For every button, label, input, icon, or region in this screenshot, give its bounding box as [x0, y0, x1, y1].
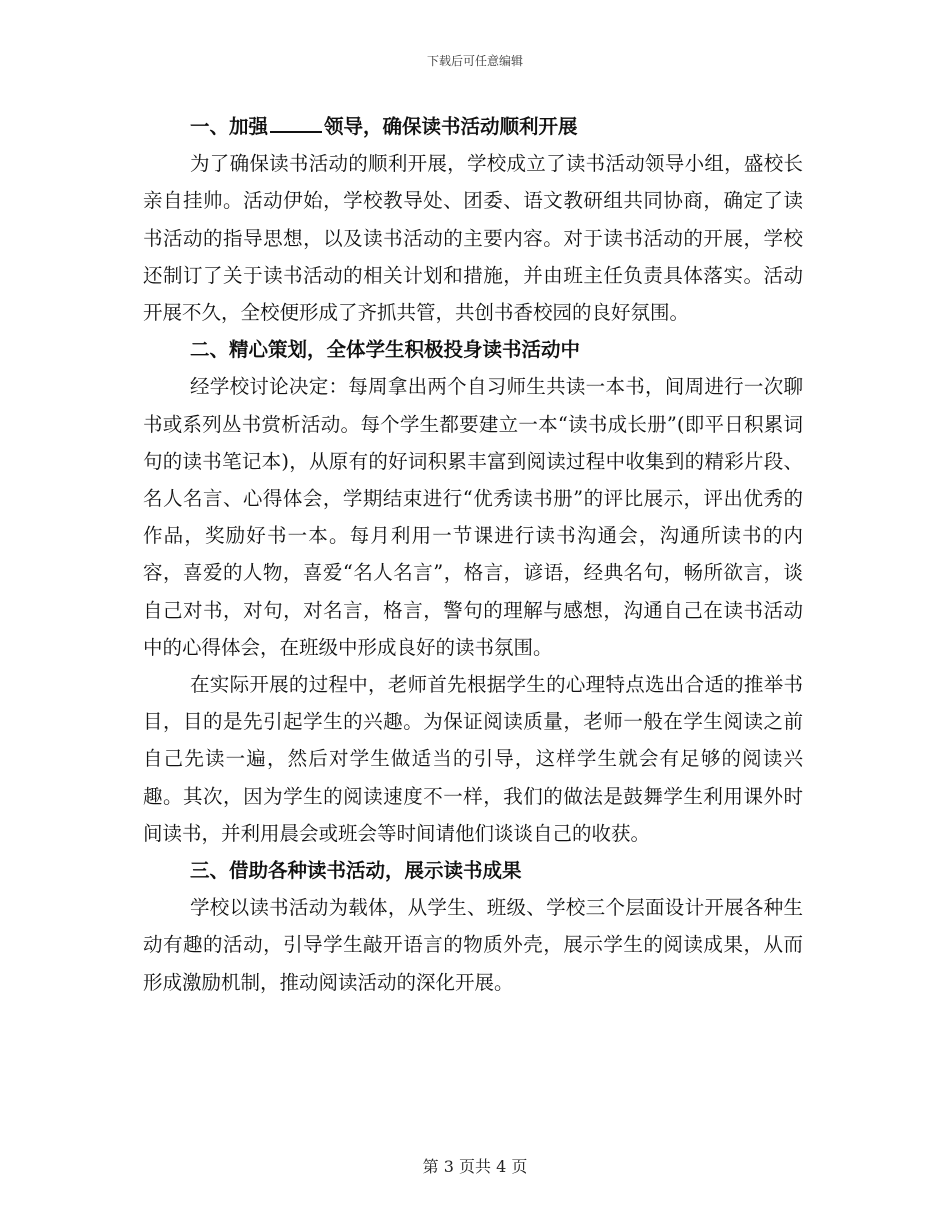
document-body [143, 108, 803, 1001]
section-3-paragraph-1: 学校以读书活动为载体，从学生、班级、学校三个层面设计开展各种生动有趣的活动，引导学生敲开语言的物质外壳，展示学生的阅读成果，从而形成激励机制，推动阅读活动的深化开展。 [143, 896, 803, 994]
section-1-paragraph-1: 为了确保读书活动的顺利开展，学校成立了读书活动领导小组，盛校长亲自挂帅。活动伊始，学校教导处、团委、语文教研组共同协商，确定了读书活动的指导思想，以及读书活动的主要内容。对于读书活动的开展，学校还制订了关于读书活动的相关计划和措施，并由班主任负责具体落实。活动开展不久，全校便形成了齐抓共管，共创书香校园的良好氛围。 [143, 152, 803, 325]
page-header-note: 下载后可任意编辑 [426, 54, 523, 68]
heading-blank-underline [270, 113, 322, 133]
section-1-heading-pre: 一、加强 [190, 115, 269, 138]
section-2-paragraph-2: 在实际开展的过程中，老师首先根据学生的心理特点选出合适的推举书目，目的是先引起学生的兴趣。为保证阅读质量，老师一般在学生阅读之前自己先读一遍，然后对学生做适当的引导，这样学生就会有足够的阅读兴趣。其次，因为学生的阅读速度不一样，我们的做法是鼓舞学生利用课外时间读书，并利用晨会或班会等时间请他们谈谈自己的收获。 [143, 673, 803, 845]
page-number-footer: 第 3 页共 4 页 [422, 1157, 528, 1176]
section-1-heading [143, 108, 803, 145]
section-2-paragraph-1: 经学校讨论决定：每周拿出两个自习师生共读一本书，间周进行一次聊书或系列丛书赏析活动。每个学生都要建立一本“读书成长册”(即平日积累词句的读书笔记本)，从原有的好词积累丰富到阅读过程中收集到的精彩片段、名人名言、心得体会，学期结束进行“优秀读书册”的评比展示，评出优秀的作品，奖励好书一本。每月利用一节课进行读书沟通会，沟通所读书的内容，喜爱的人物，喜爱“名人名言”，格言，谚语，经典名句，畅所欲言，谈自己对书，对句，对名言，格言，警句的理解与感想，沟通自己在读书活动中的心得体会，在班级中形成良好的读书氛围。 [143, 375, 803, 659]
section-1-heading-post: 领导，确保读书活动顺利开展 [324, 115, 578, 138]
section-3-heading: 三、借助各种读书活动，展示读书成果 [190, 859, 522, 883]
section-2-heading: 二、精心策划，全体学生积极投身读书活动中 [190, 338, 581, 362]
